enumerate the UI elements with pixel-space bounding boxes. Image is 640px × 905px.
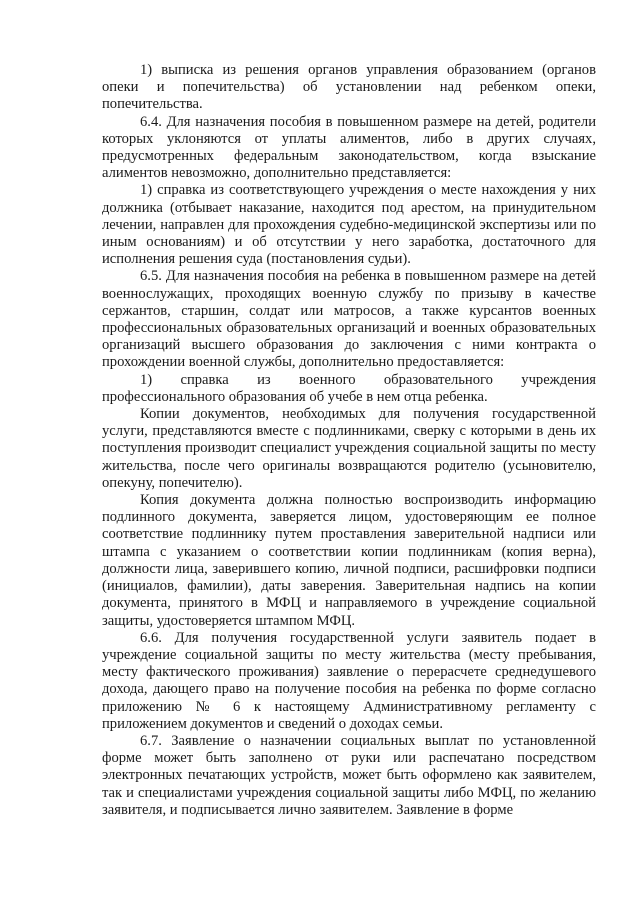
- paragraph-6-7: 6.7. Заявление о назначении социальных выплат по установленной форме может быть заполнено от руки или распечатано посредством электронных печатающих устройств, может быть оформлено как заявителем, так и специалистами учреждения социальной защиты либо МФЦ, по желанию заявителя, и подписывается лично заявителем. Заявление в форме: [102, 732, 596, 818]
- paragraph-6-4: 6.4. Для назначения пособия в повышенном размере на детей, родители которых уклоняются от уплаты алиментов, либо в других случаях, предусмотренных федеральным законодательством, когда взыскание алиментов невозможно, дополнительно представляется:: [102, 113, 596, 182]
- paragraph-6-5: 6.5. Для назначения пособия на ребенка в повышенном размере на детей военнослужащих, проходящих военную службу по призыву в качестве сержантов, старшин, солдат или матросов, а также курсантов военных профессиональных образовательных организаций и военных образовательных организаций высшего образования до заключения с ними контракта о прохождении военной службы, дополнительно предоставляется:: [102, 268, 596, 371]
- paragraph-6-6: 6.6. Для получения государственной услуги заявитель подает в учреждение социальной защиты по месту жительства (месту пребывания, месту фактического проживания) заявление о перерасчете среднедушевого дохода, дающего право на получение пособия на ребенка по форме согласно приложению № 6 к настоящему Административному регламенту с приложением документов и сведений о доходах семьи.: [102, 629, 596, 732]
- paragraph-document-copies: Копии документов, необходимых для получения государственной услуги, представляются вместе с подлинниками, сверку с которыми в день их поступления производит специалист учреждения социальной защиты по месту жительства, после чего оригиналы возвращаются родителю (усыновителю, опекуну, попечителю).: [102, 406, 596, 491]
- paragraph-debtor-certificate: 1) справка из соответствующего учреждения о месте нахождения у них должника (отбывает наказание, находится под арестом, на принудительном лечении, направлен для прохождения судебно-медицинской экспертизы или по иным основаниям) и об отсутствии у него заработка, достаточного для исполнения решения суда (постановления судьи).: [102, 182, 596, 268]
- paragraph-guardianship-extract: 1) выписка из решения органов управления образованием (органов опеки и попечительства) об установлении над ребенком опеки, попечительства.: [102, 62, 596, 113]
- paragraph-military-school-certificate: 1) справка из военного образовательного учреждения профессионального образования об учебе в нем отца ребенка.: [102, 371, 596, 405]
- paragraph-copy-certification: Копия документа должна полностью воспроизводить информацию подлинного документа, заверяется лицом, удостоверяющим ее полное соответствие подлиннику путем проставления заверительной надписи или штампа с указанием о соответствии копии подлинникам (копия верна), должности лица, заверившего копию, личной подписи, расшифровки подписи (инициалов, фамилии), даты заверения. Заверительная надпись на копии документа, принятого в МФЦ и направляемого в учреждение социальной защиты, удостоверяется штампом МФЦ.: [102, 492, 596, 629]
- document-body: [102, 62, 596, 819]
